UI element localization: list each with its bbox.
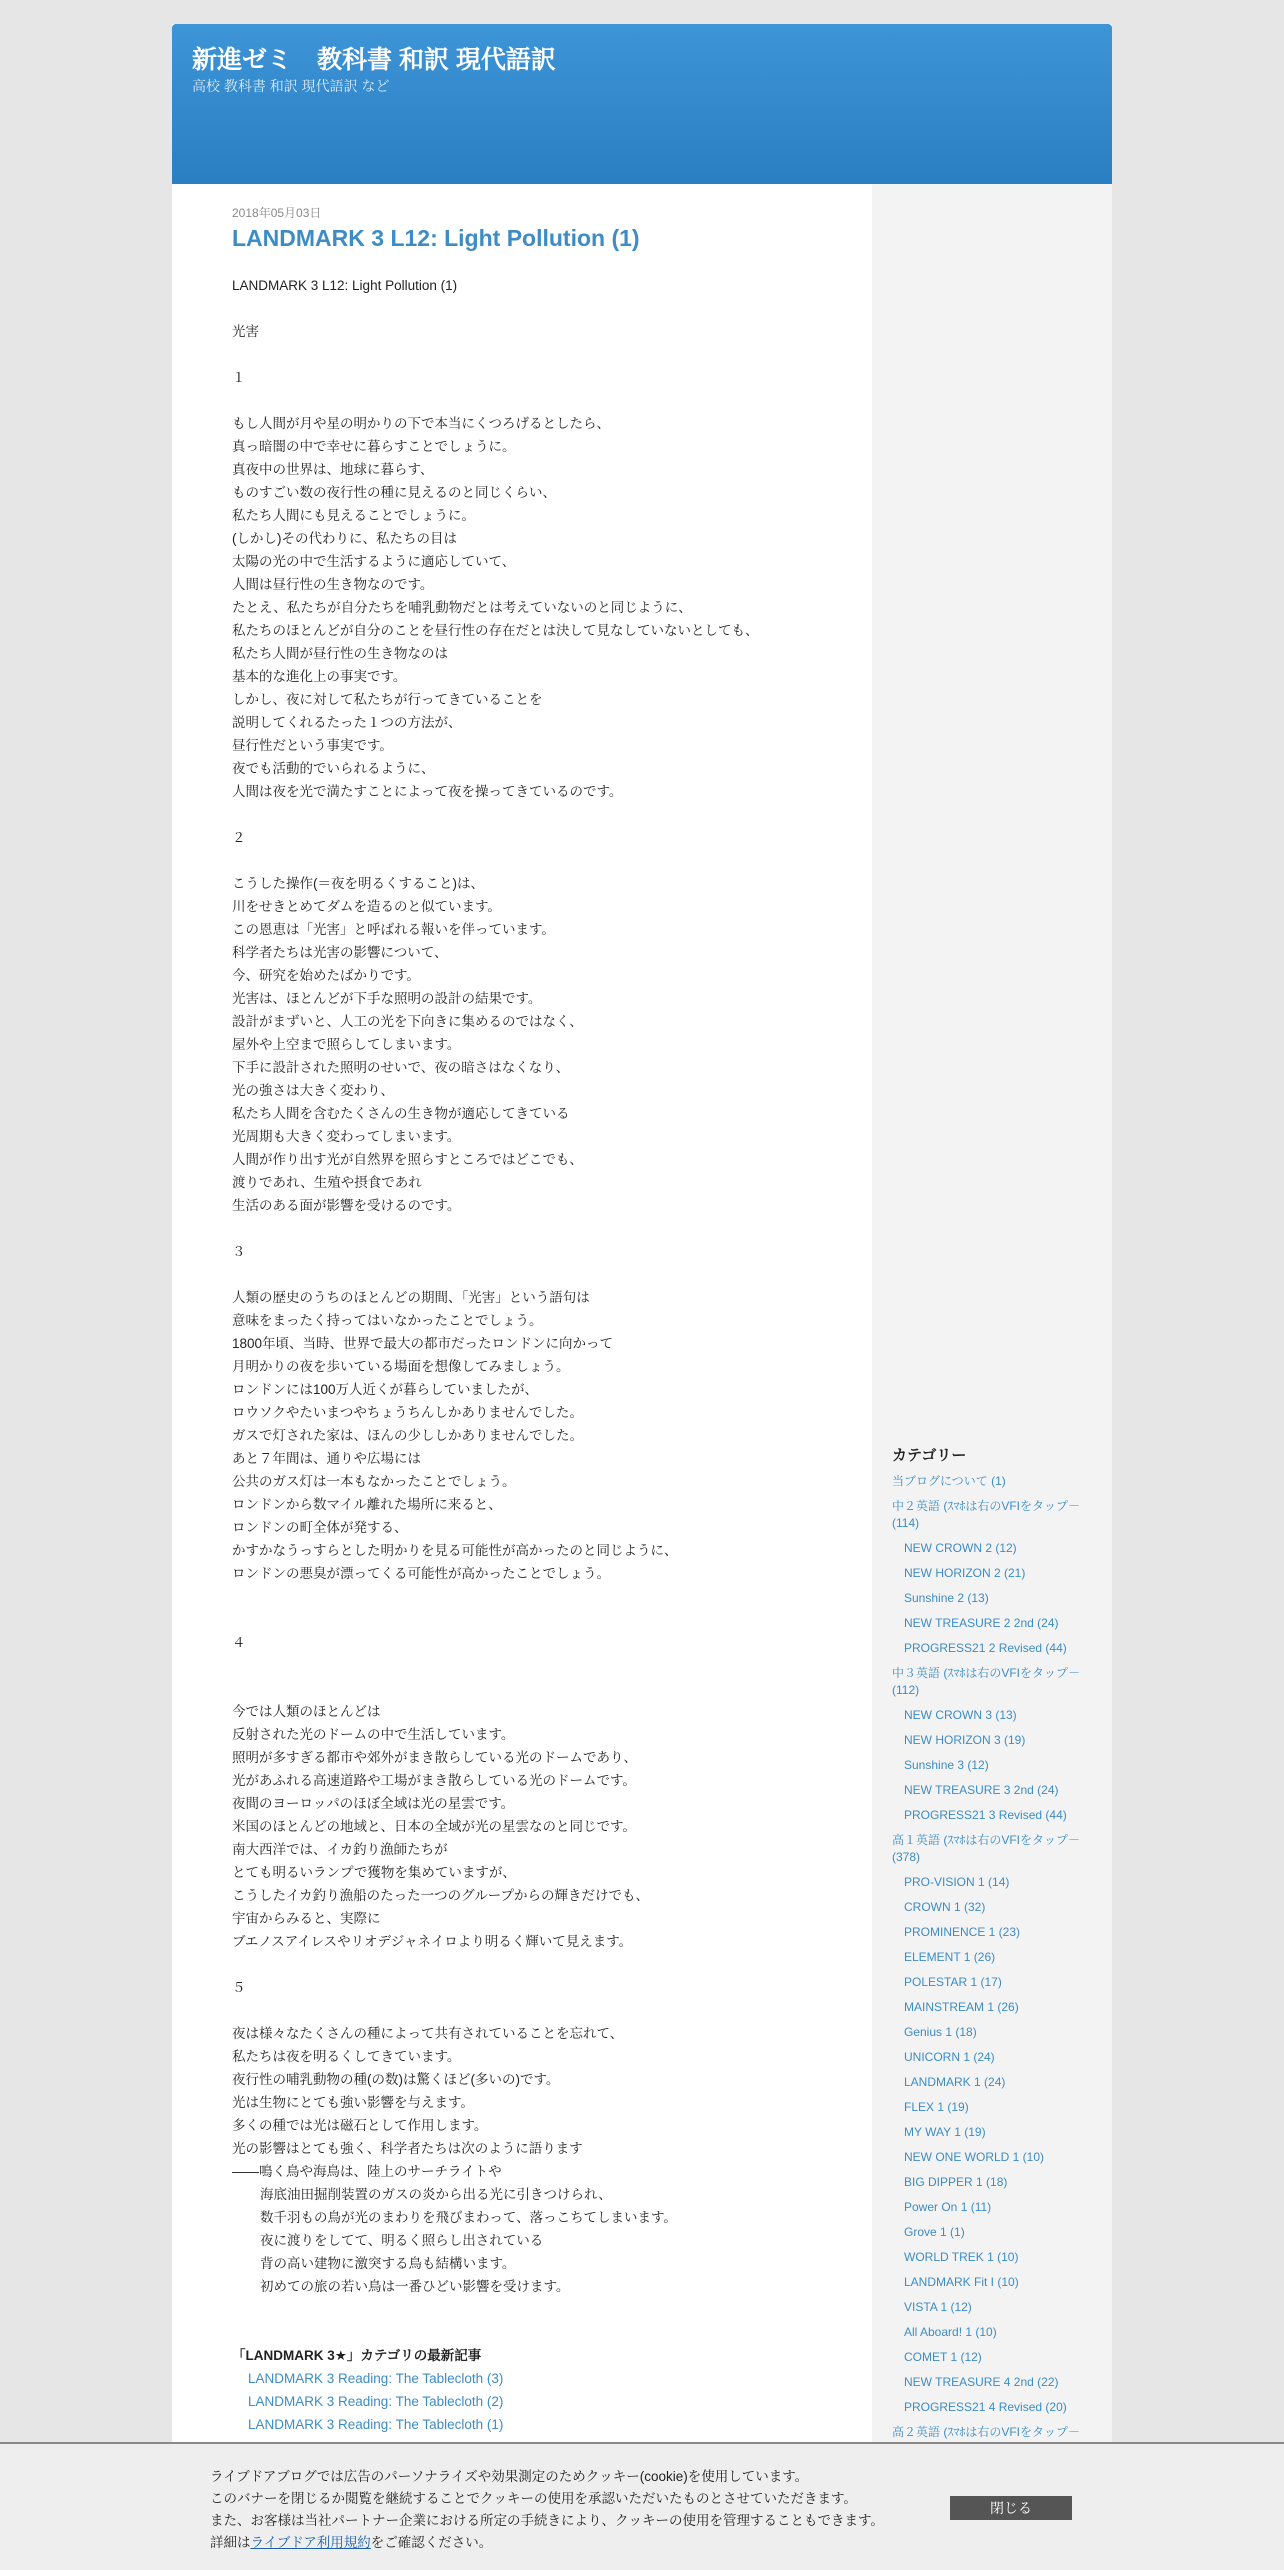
category-subitem[interactable]: MY WAY 1 (19) bbox=[904, 2125, 986, 2139]
cookie-banner bbox=[0, 2442, 1284, 2570]
post-title[interactable]: LANDMARK 3 L12: Light Pollution (1) bbox=[232, 225, 640, 251]
category-list bbox=[892, 1473, 1102, 2458]
category-subitem[interactable]: Sunshine 3 (12) bbox=[904, 1758, 989, 1772]
site-description: 高校 教科書 和訳 現代語訳 など bbox=[192, 78, 390, 94]
latest-article-link[interactable]: LANDMARK 3 Reading: The Tablecloth (3) bbox=[248, 2371, 504, 2386]
category-subitem[interactable]: NEW ONE WORLD 1 (10) bbox=[904, 2150, 1045, 2164]
category-subitem[interactable]: PRO-VISION 1 (14) bbox=[904, 1875, 1010, 1889]
category-subitem[interactable]: NEW CROWN 3 (13) bbox=[904, 1708, 1017, 1722]
cookie-line bbox=[210, 2532, 884, 2554]
latest-article-link[interactable]: LANDMARK 3 Reading: The Tablecloth (1) bbox=[248, 2417, 504, 2432]
section-number: ４ bbox=[232, 1635, 246, 1650]
site-title[interactable]: 新進ゼミ 教科書 和訳 現代語訳 bbox=[192, 46, 556, 74]
category-item[interactable]: 高１英語 (ｽﾏﾎは右のVFIをタップ－ (378) bbox=[892, 1833, 1080, 1864]
cookie-line-suffix: をご確認ください。 bbox=[370, 2535, 493, 2550]
latest-articles-title: 「LANDMARK 3★」カテゴリの最新記事 bbox=[232, 2348, 482, 2363]
category-subitem[interactable]: WORLD TREK 1 (10) bbox=[904, 2250, 1019, 2264]
category-subitem[interactable]: ELEMENT 1 (26) bbox=[904, 1950, 996, 1964]
category-subitem[interactable]: Grove 1 (1) bbox=[904, 2225, 965, 2239]
cookie-close-button[interactable]: 閉じる bbox=[950, 2496, 1072, 2520]
category-item[interactable]: 当ブログについて (1) bbox=[892, 1474, 1006, 1488]
category-subitem[interactable]: LANDMARK Fit I (10) bbox=[904, 2275, 1019, 2289]
category-subitem[interactable]: NEW TREASURE 3 2nd (24) bbox=[904, 1783, 1059, 1797]
section-text: もし人間が月や星の明かりの下で本当にくつろげるとしたら、 真っ暗闇の中で幸せに暮らすことでしょうに。 真夜中の世界は、地球に暮らす、 ものすごい数の夜行性の種に見えるのと同じくらい、 私たち人間にも見えることでしょうに。 (しかし)その代わりに、私たちの目は 太陽の光の中で生活するように適応していて、 人間は昼行性の生き物なのです。 たとえ、私たちが自分たちを哺乳動物だとは考えていないのと同じように、 私たちのほとんどが自分のことを昼行性の存在だとは決して見なしていないとしても、 私たち人間が昼行性の生き物なのは 基本的な進化上の事実です。 しかし、夜に対して私たちが行ってきていることを 説明してくれるたった１つの方法が、 昼行性だという事実です。 夜でも活動的でいられるように、 人間は夜を光で満たすことによって夜を操ってきているのです。 bbox=[232, 416, 759, 799]
category-subitem[interactable]: LANDMARK 1 (24) bbox=[904, 2075, 1006, 2089]
terms-link[interactable]: ライブドア利用規約 bbox=[250, 2535, 371, 2550]
category-subitem[interactable]: PROMINENCE 1 (23) bbox=[904, 1925, 1021, 1939]
category-item[interactable]: 中３英語 (ｽﾏﾎは右のVFIをタップ－ (112) bbox=[892, 1666, 1080, 1697]
category-item[interactable]: 中２英語 (ｽﾏﾎは右のVFIをタップ－ (114) bbox=[892, 1499, 1080, 1530]
cookie-text bbox=[210, 2466, 884, 2554]
section-number: ５ bbox=[232, 1980, 246, 1995]
category-subitem[interactable]: NEW HORIZON 2 (21) bbox=[904, 1566, 1026, 1580]
post-date: 2018年05月03日 bbox=[232, 206, 322, 220]
section-number: １ bbox=[232, 370, 246, 385]
category-subitem[interactable]: COMET 1 (12) bbox=[904, 2350, 982, 2364]
cookie-line: また、お客様は当社パートナー企業における所定の手続きにより、クッキーの使用を管理することもできます。 bbox=[210, 2513, 884, 2528]
category-subitem[interactable]: VISTA 1 (12) bbox=[904, 2300, 972, 2314]
category-subitem[interactable]: Sunshine 2 (13) bbox=[904, 1591, 989, 1605]
category-subitem[interactable]: NEW TREASURE 2 2nd (24) bbox=[904, 1616, 1059, 1630]
cookie-line: ライブドアブログでは広告のパーソナライズや効果測定のためクッキー(cookie)を使用しています。 bbox=[210, 2469, 809, 2484]
category-subitem[interactable]: Power On 1 (11) bbox=[904, 2200, 992, 2214]
blog-header bbox=[172, 24, 1112, 184]
category-subitem[interactable]: MAINSTREAM 1 (26) bbox=[904, 2000, 1019, 2014]
cookie-line-prefix: 詳細は bbox=[210, 2535, 251, 2550]
sidebar bbox=[892, 1444, 1102, 2466]
section-text: 人類の歴史のうちのほとんどの期間、「光害」という語句は 意味をまったく持ってはいなかったことでしょう。 1800年頃、当時、世界で最大の都市だったロンドンに向かって 月明かりの夜を歩いている場面を想像してみましょう。 ロンドンには100万人近くが暮らしていましたが、 ロウソクやたいまつやちょうちんしかありませんでした。 ガスで灯された家は、ほんの少ししかありませんでした。 あと７年間は、通りや広場には 公共のガス灯は一本もなかったことでしょう。 ロンドンから数マイル離れた場所に来ると、 ロンドンの町全体が発する、 かすかなうっすらとした明かりを見る可能性が高かったのと同じように、 ロンドンの悪臭が漂ってくる可能性が高かったことでしょう。 bbox=[232, 1290, 678, 1581]
post-subtitle: LANDMARK 3 L12: Light Pollution (1) bbox=[232, 278, 458, 293]
category-subitem[interactable]: PROGRESS21 2 Revised (44) bbox=[904, 1641, 1067, 1655]
category-subitem[interactable]: Genius 1 (18) bbox=[904, 2025, 977, 2039]
section-text: 夜は様々なたくさんの種によって共有されていることを忘れて、 私たちは夜を明るくしてきています。 夜行性の哺乳動物の種(の数)は驚くほど(多いの)です。 光は生物にとても強い影響を与えます。 多くの種では光は磁石として作用します。 光の影響はとても強く、科学者たちは次のように語ります ――鳴く鳥や海鳥は、陸上のサーチライトや bbox=[232, 2026, 624, 2179]
latest-article-link[interactable]: LANDMARK 3 Reading: The Tablecloth (2) bbox=[248, 2394, 504, 2409]
category-subitem[interactable]: CROWN 1 (32) bbox=[904, 1900, 986, 1914]
category-title: カテゴリー bbox=[892, 1447, 967, 1464]
category-subitem[interactable]: All Aboard! 1 (10) bbox=[904, 2325, 997, 2339]
category-subitem[interactable]: UNICORN 1 (24) bbox=[904, 2050, 995, 2064]
main-content bbox=[232, 204, 842, 2459]
section-text-indented: 海底油田掘削装置のガスの炎から出る光に引きつけられ、 数千羽もの鳥が光のまわりを飛びまわって、落っこちてしまいます。 夜に渡りをしてて、明るく照らし出されている 背の高い建物に激突する鳥も結構います。 初めての旅の若い鳥は一番ひどい影響を受けます。 bbox=[260, 2187, 677, 2294]
section-number: ２ bbox=[232, 830, 246, 845]
section-number: ３ bbox=[232, 1244, 246, 1259]
section-text: こうした操作(＝夜を明るくすること)は、 川をせきとめてダムを造るのと似ています。 この恩恵は「光害」と呼ばれる報いを伴っています。 科学者たちは光害の影響について、 今、研究を始めたばかりです。 光害は、ほとんどが下手な照明の設計の結果です。 設計がまずいと、人工の光を下向きに集めるのではなく、 屋外や上空まで照らしてしまいます。 下手に設計された照明のせいで、夜の暗さはなくなり、 光の強さは大きく変わり、 私たち人間を含むたくさんの生き物が適応してきている 光周期も大きく変わってしまいます。 人間が作り出す光が自然界を照らすところではどこでも、 渡りであれ、生殖や摂食であれ 生活のある面が影響を受けるのです。 bbox=[232, 876, 583, 1213]
section-text: 今では人類のほとんどは 反射された光のドームの中で生活しています。 照明が多すぎる都市や郊外がまき散らしている光のドームであり、 光があふれる高速道路や工場がまき散らしている光のドームです。 夜間のヨーロッパのほぼ全域は光の星雲です。 米国のほとんどの地域と、日本の全域が光の星雲なのと同じです。 南大西洋では、イカ釣り漁師たちが とても明るいランプで獲物を集めていますが、 こうしたイカ釣り漁船のたった一つのグループからの輝きだけでも、 宇宙からみると、実際に ブエノスアイレスやリオデジャネイロより明るく輝いて見えます。 bbox=[232, 1704, 650, 1949]
post-body bbox=[232, 274, 842, 2459]
post-heading: 光害 bbox=[232, 324, 259, 339]
category-subitem[interactable]: FLEX 1 (19) bbox=[904, 2100, 969, 2114]
cookie-line: このバナーを閉じるか閲覧を継続することでクッキーの使用を承認いただいたものとさせていただきます。 bbox=[210, 2491, 857, 2506]
category-item[interactable]: 高２英語 (ｽﾏﾎは右のVFIをタップ－ bbox=[892, 2425, 1080, 2439]
category-subitem[interactable]: NEW CROWN 2 (12) bbox=[904, 1541, 1017, 1555]
category-subitem[interactable]: BIG DIPPER 1 (18) bbox=[904, 2175, 1008, 2189]
category-subitem[interactable]: PROGRESS21 4 Revised (20) bbox=[904, 2400, 1067, 2414]
category-subitem[interactable]: NEW HORIZON 3 (19) bbox=[904, 1733, 1026, 1747]
category-subitem[interactable]: POLESTAR 1 (17) bbox=[904, 1975, 1002, 1989]
category-subitem[interactable]: NEW TREASURE 4 2nd (22) bbox=[904, 2375, 1059, 2389]
page-wrapper bbox=[172, 24, 1112, 2568]
category-subitem[interactable]: PROGRESS21 3 Revised (44) bbox=[904, 1808, 1067, 1822]
